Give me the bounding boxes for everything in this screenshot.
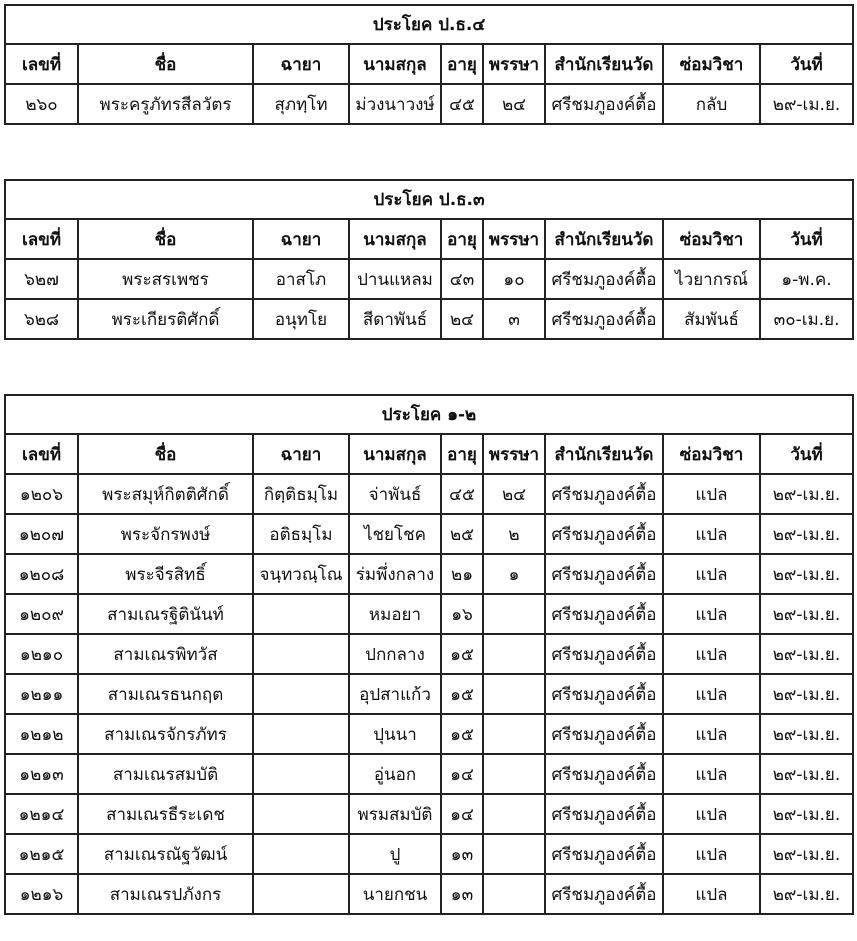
table-title: ประโยค ป.ธ.๓ <box>5 180 853 219</box>
cell-surname: หมอยา <box>349 594 441 634</box>
cell-temple: ศรีชมภูองค์ตื้อ <box>545 554 663 594</box>
table-title: ประโยค ๑-๒ <box>5 395 853 434</box>
cell-monastic-name <box>253 674 349 714</box>
table-title-row <box>5 180 853 219</box>
header-age: อายุ <box>441 434 483 474</box>
table-row <box>5 594 853 634</box>
header-row <box>5 44 853 84</box>
cell-age: ๑๕ <box>441 634 483 674</box>
cell-vassa <box>483 834 545 874</box>
cell-number: ๑๒๐๖ <box>5 474 78 514</box>
cell-name: สามเณรจักรภัทร <box>78 714 253 754</box>
cell-retake-subject: แปล <box>663 794 760 834</box>
cell-temple: ศรีชมภูองค์ตื้อ <box>545 794 663 834</box>
cell-number: ๒๖๐ <box>5 84 78 124</box>
cell-vassa <box>483 594 545 634</box>
cell-temple: ศรีชมภูองค์ตื้อ <box>545 299 663 339</box>
cell-date: ๒๙-เม.ย. <box>760 834 853 874</box>
header-temple: สำนักเรียนวัด <box>545 44 663 84</box>
cell-vassa <box>483 754 545 794</box>
cell-vassa <box>483 714 545 754</box>
cell-vassa: ๑๐ <box>483 259 545 299</box>
cell-surname: ปกกลาง <box>349 634 441 674</box>
header-age: อายุ <box>441 44 483 84</box>
header-surname: นามสกุล <box>349 434 441 474</box>
table-row <box>5 554 853 594</box>
cell-monastic-name <box>253 714 349 754</box>
cell-date: ๒๙-เม.ย. <box>760 794 853 834</box>
cell-name: สามเณรสมบัติ <box>78 754 253 794</box>
cell-name: พระสรเพชร <box>78 259 253 299</box>
cell-temple: ศรีชมภูองค์ตื้อ <box>545 84 663 124</box>
cell-retake-subject: สัมพันธ์ <box>663 299 760 339</box>
cell-date: ๒๙-เม.ย. <box>760 874 853 914</box>
cell-monastic-name: จนฺทวณฺโณ <box>253 554 349 594</box>
cell-number: ๑๒๑๑ <box>5 674 78 714</box>
cell-surname: ร่มพึ่งกลาง <box>349 554 441 594</box>
cell-date: ๒๙-เม.ย. <box>760 634 853 674</box>
cell-retake-subject: ไวยากรณ์ <box>663 259 760 299</box>
cell-name: สามเณรปภังกร <box>78 874 253 914</box>
cell-name: สามเณรณัฐวัฒน์ <box>78 834 253 874</box>
cell-vassa <box>483 674 545 714</box>
cell-number: ๖๒๘ <box>5 299 78 339</box>
header-monastic-name: ฉายา <box>253 434 349 474</box>
cell-retake-subject: แปล <box>663 674 760 714</box>
cell-number: ๖๒๗ <box>5 259 78 299</box>
cell-date: ๒๙-เม.ย. <box>760 754 853 794</box>
cell-retake-subject: กลับ <box>663 84 760 124</box>
cell-monastic-name: กิตฺติธมฺโม <box>253 474 349 514</box>
cell-surname: นายกชน <box>349 874 441 914</box>
cell-surname: อู่นอก <box>349 754 441 794</box>
cell-monastic-name <box>253 754 349 794</box>
cell-monastic-name: สุภทฺโท <box>253 84 349 124</box>
header-number: เลขที่ <box>5 434 78 474</box>
cell-surname: อุปสาแก้ว <box>349 674 441 714</box>
cell-monastic-name <box>253 594 349 634</box>
cell-monastic-name <box>253 874 349 914</box>
cell-surname: สีดาพันธ์ <box>349 299 441 339</box>
cell-age: ๒๕ <box>441 514 483 554</box>
cell-vassa <box>483 874 545 914</box>
cell-monastic-name <box>253 634 349 674</box>
cell-age: ๔๕ <box>441 474 483 514</box>
cell-age: ๑๖ <box>441 594 483 634</box>
cell-age: ๔๕ <box>441 84 483 124</box>
header-age: อายุ <box>441 219 483 259</box>
cell-monastic-name <box>253 834 349 874</box>
cell-vassa <box>483 794 545 834</box>
cell-temple: ศรีชมภูองค์ตื้อ <box>545 514 663 554</box>
cell-age: ๑๕ <box>441 674 483 714</box>
table-row <box>5 674 853 714</box>
cell-surname: พรมสมบัติ <box>349 794 441 834</box>
table-title-row <box>5 5 853 44</box>
header-retake-subject: ซ่อมวิชา <box>663 434 760 474</box>
cell-surname: ปู <box>349 834 441 874</box>
cell-temple: ศรีชมภูองค์ตื้อ <box>545 834 663 874</box>
cell-retake-subject: แปล <box>663 754 760 794</box>
cell-temple: ศรีชมภูองค์ตื้อ <box>545 474 663 514</box>
table-row <box>5 754 853 794</box>
cell-age: ๒๔ <box>441 299 483 339</box>
cell-number: ๑๒๑๓ <box>5 754 78 794</box>
header-name: ชื่อ <box>78 44 253 84</box>
cell-age: ๑๔ <box>441 794 483 834</box>
header-row <box>5 434 853 474</box>
cell-number: ๑๒๑๔ <box>5 794 78 834</box>
cell-surname: ไชยโชค <box>349 514 441 554</box>
cell-date: ๒๙-เม.ย. <box>760 474 853 514</box>
table-row <box>5 714 853 754</box>
cell-vassa: ๒ <box>483 514 545 554</box>
cell-temple: ศรีชมภูองค์ตื้อ <box>545 754 663 794</box>
cell-monastic-name <box>253 794 349 834</box>
cell-surname: ปุนนา <box>349 714 441 754</box>
header-number: เลขที่ <box>5 44 78 84</box>
cell-number: ๑๒๑๒ <box>5 714 78 754</box>
cell-age: ๑๓ <box>441 874 483 914</box>
cell-date: ๒๙-เม.ย. <box>760 714 853 754</box>
cell-retake-subject: แปล <box>663 514 760 554</box>
header-vassa: พรรษา <box>483 44 545 84</box>
cell-surname: จ่าพันธ์ <box>349 474 441 514</box>
header-retake-subject: ซ่อมวิชา <box>663 44 760 84</box>
cell-number: ๑๒๐๗ <box>5 514 78 554</box>
header-temple: สำนักเรียนวัด <box>545 219 663 259</box>
cell-date: ๒๙-เม.ย. <box>760 594 853 634</box>
header-vassa: พรรษา <box>483 219 545 259</box>
cell-date: ๒๙-เม.ย. <box>760 674 853 714</box>
table-row <box>5 874 853 914</box>
cell-retake-subject: แปล <box>663 834 760 874</box>
cell-retake-subject: แปล <box>663 634 760 674</box>
cell-date: ๓๐-เม.ย. <box>760 299 853 339</box>
cell-retake-subject: แปล <box>663 554 760 594</box>
cell-name: พระเกียรติศักดิ์ <box>78 299 253 339</box>
cell-date: ๑-พ.ค. <box>760 259 853 299</box>
cell-name: พระสมุห์กิตติศักดิ์ <box>78 474 253 514</box>
cell-vassa: ๑ <box>483 554 545 594</box>
cell-number: ๑๒๑๖ <box>5 874 78 914</box>
cell-age: ๔๓ <box>441 259 483 299</box>
cell-name: สามเณรธนกฤต <box>78 674 253 714</box>
cell-date: ๒๙-เม.ย. <box>760 84 853 124</box>
header-retake-subject: ซ่อมวิชา <box>663 219 760 259</box>
table-row <box>5 84 853 124</box>
header-vassa: พรรษา <box>483 434 545 474</box>
cell-number: ๑๒๐๙ <box>5 594 78 634</box>
header-date: วันที่ <box>760 219 853 259</box>
cell-name: พระจีรสิทธิ์ <box>78 554 253 594</box>
cell-name: สามเณรธีระเดช <box>78 794 253 834</box>
cell-temple: ศรีชมภูองค์ตื้อ <box>545 674 663 714</box>
header-name: ชื่อ <box>78 219 253 259</box>
header-temple: สำนักเรียนวัด <box>545 434 663 474</box>
exam-table-p1-2 <box>4 394 854 915</box>
table-title: ประโยค ป.ธ.๔ <box>5 5 853 44</box>
cell-temple: ศรีชมภูองค์ตื้อ <box>545 714 663 754</box>
table-row <box>5 794 853 834</box>
cell-vassa: ๒๔ <box>483 474 545 514</box>
cell-monastic-name: อนุทโย <box>253 299 349 339</box>
exam-table-pt4 <box>4 4 854 125</box>
cell-temple: ศรีชมภูองค์ตื้อ <box>545 594 663 634</box>
exam-table-pt3 <box>4 179 854 340</box>
cell-number: ๑๒๐๘ <box>5 554 78 594</box>
cell-temple: ศรีชมภูองค์ตื้อ <box>545 259 663 299</box>
header-monastic-name: ฉายา <box>253 219 349 259</box>
cell-date: ๒๙-เม.ย. <box>760 554 853 594</box>
cell-age: ๑๓ <box>441 834 483 874</box>
cell-surname: ปานแหลม <box>349 259 441 299</box>
cell-surname: ม่วงนาวงษ์ <box>349 84 441 124</box>
cell-number: ๑๒๑๕ <box>5 834 78 874</box>
cell-monastic-name: อติธมฺโม <box>253 514 349 554</box>
cell-monastic-name: อาสโภ <box>253 259 349 299</box>
header-date: วันที่ <box>760 44 853 84</box>
cell-name: สามเณรฐิตินันท์ <box>78 594 253 634</box>
table-row <box>5 259 853 299</box>
cell-vassa: ๒๔ <box>483 84 545 124</box>
cell-age: ๑๔ <box>441 754 483 794</box>
header-surname: นามสกุล <box>349 219 441 259</box>
cell-date: ๒๙-เม.ย. <box>760 514 853 554</box>
header-name: ชื่อ <box>78 434 253 474</box>
table-row <box>5 514 853 554</box>
table-row <box>5 299 853 339</box>
cell-vassa: ๓ <box>483 299 545 339</box>
cell-retake-subject: แปล <box>663 874 760 914</box>
cell-age: ๑๕ <box>441 714 483 754</box>
table-row <box>5 834 853 874</box>
cell-retake-subject: แปล <box>663 714 760 754</box>
cell-vassa <box>483 634 545 674</box>
table-title-row <box>5 395 853 434</box>
header-monastic-name: ฉายา <box>253 44 349 84</box>
header-surname: นามสกุล <box>349 44 441 84</box>
table-row <box>5 634 853 674</box>
table-row <box>5 474 853 514</box>
header-number: เลขที่ <box>5 219 78 259</box>
cell-name: พระครูภัทรสีลวัตร <box>78 84 253 124</box>
header-date: วันที่ <box>760 434 853 474</box>
cell-name: พระจักรพงษ์ <box>78 514 253 554</box>
cell-name: สามเณรพิทวัส <box>78 634 253 674</box>
header-row <box>5 219 853 259</box>
cell-temple: ศรีชมภูองค์ตื้อ <box>545 634 663 674</box>
cell-retake-subject: แปล <box>663 594 760 634</box>
cell-retake-subject: แปล <box>663 474 760 514</box>
cell-number: ๑๒๑๐ <box>5 634 78 674</box>
cell-temple: ศรีชมภูองค์ตื้อ <box>545 874 663 914</box>
cell-age: ๒๑ <box>441 554 483 594</box>
